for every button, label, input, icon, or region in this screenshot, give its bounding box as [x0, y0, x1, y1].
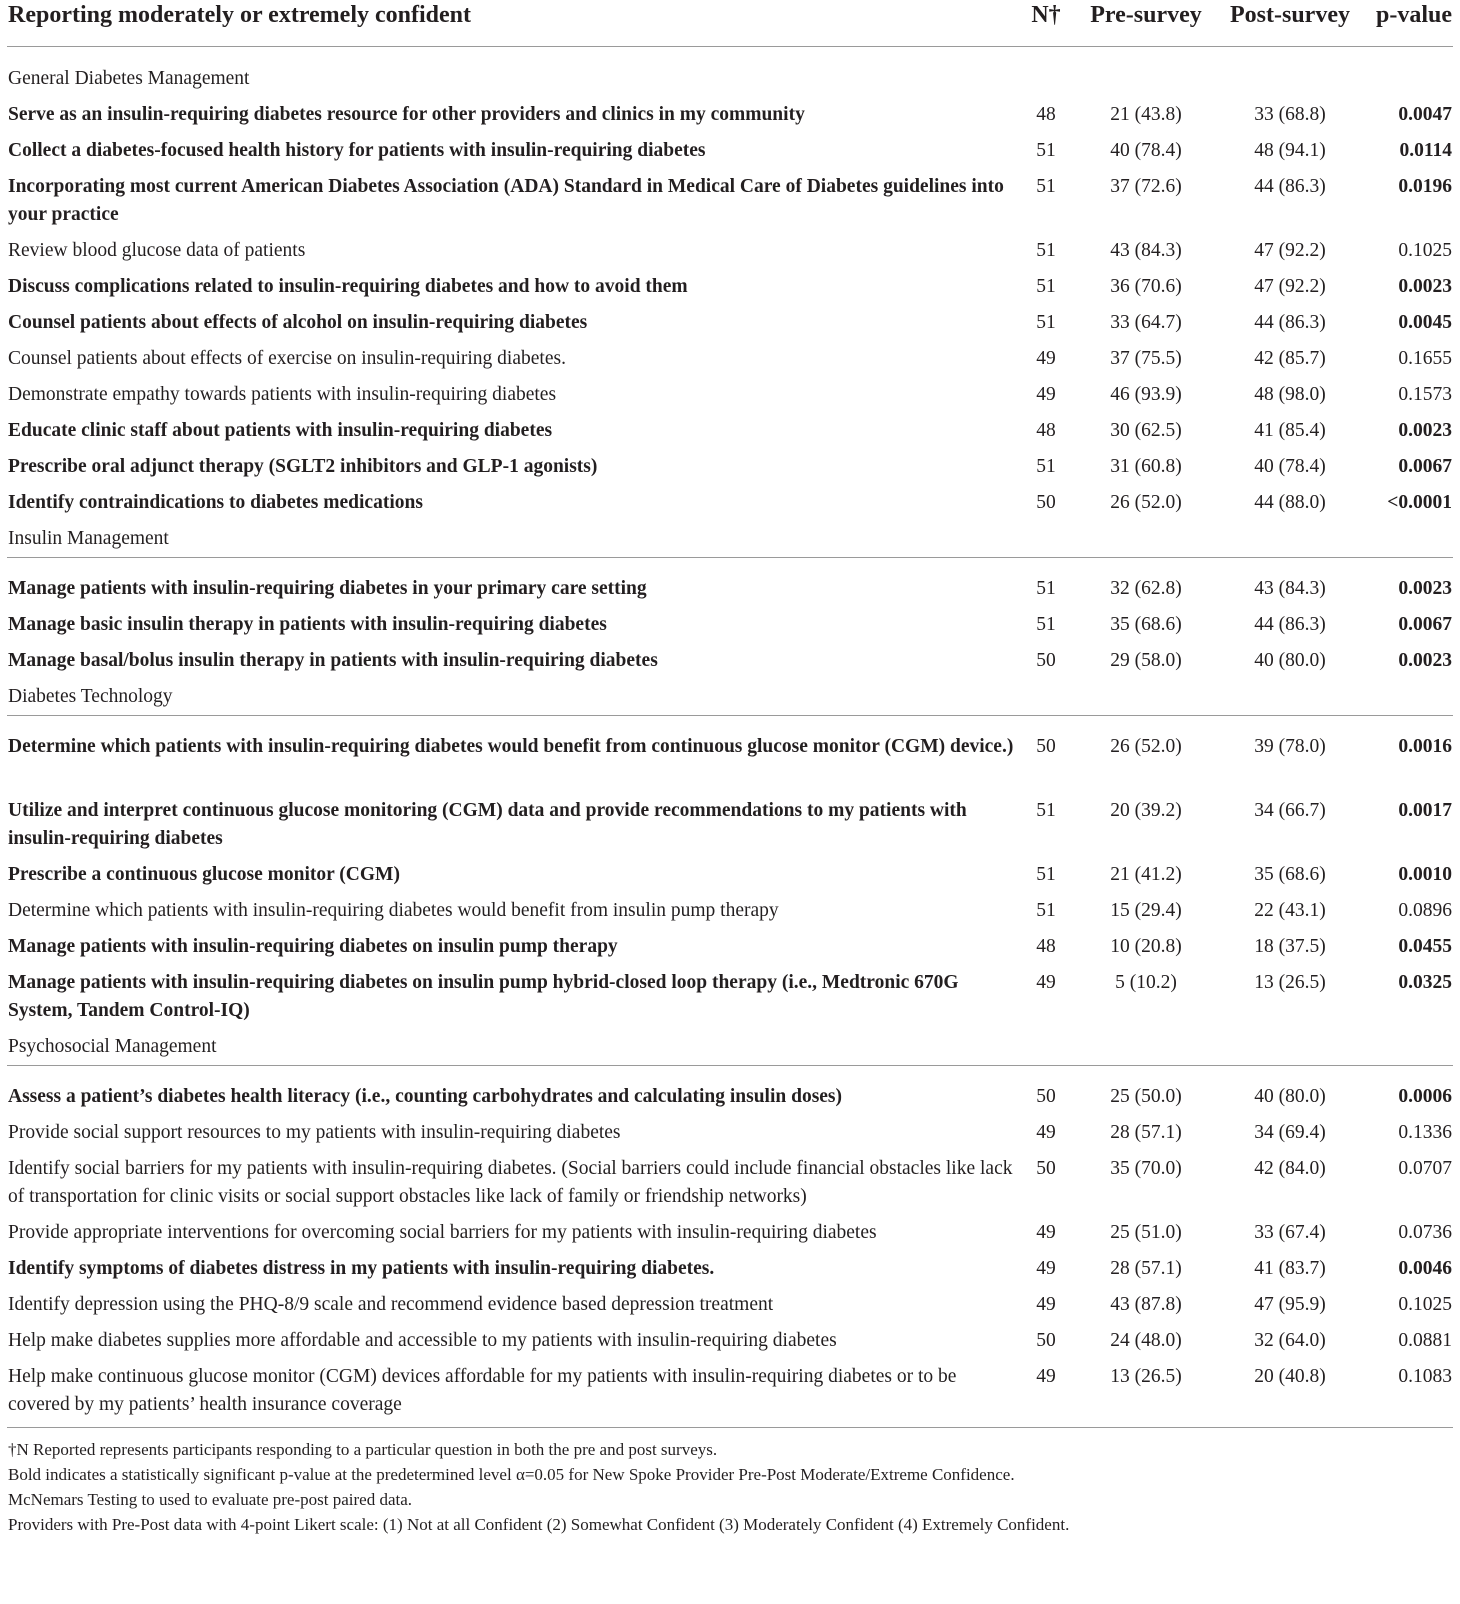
row-item: Serve as an insulin-requiring diabetes resource for other providers and clinics in my community	[8, 104, 805, 125]
table-row	[0, 965, 1460, 1029]
row-post-survey: 48 (94.1)	[1254, 140, 1326, 161]
row-p-value: 0.0023	[1398, 420, 1452, 441]
table-row	[0, 449, 1460, 485]
row-pre-survey: 43 (84.3)	[1110, 240, 1182, 261]
row-n: 48	[1036, 104, 1056, 125]
row-pre-survey: 36 (70.6)	[1110, 276, 1182, 297]
row-post-survey: 47 (95.9)	[1254, 1294, 1326, 1315]
table-body	[0, 61, 1460, 1423]
row-n: 49	[1036, 348, 1056, 369]
header-item: Reporting moderately or extremely confident	[8, 2, 471, 28]
footnote: Providers with Pre-Post data with 4-point Likert scale: (1) Not at all Confident (2) Somewhat Confident (3) Moderately Confident (4) Extremely Confident.	[8, 1515, 1070, 1534]
row-p-value: 0.0045	[1398, 312, 1452, 333]
row-p-value: 0.0023	[1398, 578, 1452, 599]
row-post-survey: 44 (86.3)	[1254, 176, 1326, 197]
row-n: 49	[1036, 1366, 1056, 1387]
row-n: 49	[1036, 384, 1056, 405]
row-n: 51	[1036, 176, 1056, 197]
table-row	[0, 607, 1460, 643]
row-pre-survey: 20 (39.2)	[1110, 800, 1182, 821]
row-post-survey: 43 (84.3)	[1254, 578, 1326, 599]
row-item: Help make continuous glucose monitor (CGM) devices affordable for my patients with insulin-requiring diabetes or to be covered by my patients’ health insurance coverage	[8, 1366, 957, 1415]
row-n: 49	[1036, 1122, 1056, 1143]
table-row	[0, 1323, 1460, 1359]
row-p-value: <0.0001	[1387, 492, 1452, 513]
row-p-value: 0.0023	[1398, 650, 1452, 671]
section-heading: General Diabetes Management	[8, 68, 250, 89]
row-n: 50	[1036, 1330, 1056, 1351]
header-p-value: p-value	[1375, 2, 1452, 28]
row-p-value: 0.0046	[1398, 1258, 1452, 1279]
table-row	[0, 233, 1460, 269]
table-row	[0, 729, 1460, 793]
row-item: Discuss complications related to insulin-requiring diabetes and how to avoid them	[8, 276, 688, 297]
table-row	[0, 929, 1460, 965]
row-item: Identify social barriers for my patients with insulin-requiring diabetes. (Social barriers could include financial obstacles like lack of transportation for clinic visits or social support obstacles like lack of family or friendship networks)	[8, 1158, 1013, 1207]
row-post-survey: 44 (86.3)	[1254, 312, 1326, 333]
row-n: 49	[1036, 1222, 1056, 1243]
row-pre-survey: 15 (29.4)	[1110, 900, 1182, 921]
row-post-survey: 41 (85.4)	[1254, 420, 1326, 441]
row-post-survey: 41 (83.7)	[1254, 1258, 1326, 1279]
section-heading: Insulin Management	[8, 528, 169, 549]
row-n: 51	[1036, 864, 1056, 885]
row-p-value: 0.1083	[1398, 1366, 1452, 1387]
header-post-survey: Post-survey	[1230, 2, 1350, 28]
row-item: Identify depression using the PHQ-8/9 scale and recommend evidence based depression treatment	[8, 1294, 774, 1315]
row-n: 51	[1036, 614, 1056, 635]
row-n: 51	[1036, 312, 1056, 333]
row-item: Identify contraindications to diabetes medications	[8, 492, 423, 513]
row-item: Manage patients with insulin-requiring diabetes in your primary care setting	[8, 578, 647, 599]
row-n: 50	[1036, 1086, 1056, 1107]
row-post-survey: 35 (68.6)	[1254, 864, 1326, 885]
row-n: 50	[1036, 1158, 1056, 1179]
row-n: 51	[1036, 578, 1056, 599]
row-item: Manage patients with insulin-requiring diabetes on insulin pump hybrid-closed loop therapy (i.e., Medtronic 670G System, Tandem Control-IQ)	[8, 972, 959, 1021]
row-post-survey: 47 (92.2)	[1254, 240, 1326, 261]
row-n: 48	[1036, 936, 1056, 957]
row-item: Provide social support resources to my patients with insulin-requiring diabetes	[8, 1122, 621, 1143]
table-row	[0, 1115, 1460, 1151]
row-post-survey: 48 (98.0)	[1254, 384, 1326, 405]
row-p-value: 0.0736	[1398, 1222, 1452, 1243]
row-pre-survey: 28 (57.1)	[1110, 1258, 1182, 1279]
row-n: 51	[1036, 456, 1056, 477]
row-n: 51	[1036, 140, 1056, 161]
row-item: Demonstrate empathy towards patients with insulin-requiring diabetes	[8, 384, 557, 405]
row-post-survey: 44 (86.3)	[1254, 614, 1326, 635]
footnote: Bold indicates a statistically significant p-value at the predetermined level α=0.05 for New Spoke Provider Pre-Post Moderate/Extreme Confidence.	[8, 1465, 1015, 1484]
table-row	[0, 571, 1460, 607]
row-pre-survey: 28 (57.1)	[1110, 1122, 1182, 1143]
row-item: Educate clinic staff about patients with insulin-requiring diabetes	[8, 420, 553, 441]
table-row	[0, 305, 1460, 341]
row-pre-survey: 10 (20.8)	[1110, 936, 1182, 957]
row-post-survey: 18 (37.5)	[1254, 936, 1326, 957]
row-pre-survey: 32 (62.8)	[1110, 578, 1182, 599]
row-n: 49	[1036, 1258, 1056, 1279]
table-header	[0, 0, 1460, 46]
row-p-value: 0.0006	[1398, 1086, 1452, 1107]
row-pre-survey: 24 (48.0)	[1110, 1330, 1182, 1351]
row-item: Collect a diabetes-focused health history for patients with insulin-requiring diabetes	[8, 140, 706, 161]
row-pre-survey: 21 (43.8)	[1110, 104, 1182, 125]
row-pre-survey: 46 (93.9)	[1110, 384, 1182, 405]
row-item: Determine which patients with insulin-requiring diabetes would benefit from insulin pump therapy	[8, 900, 779, 921]
row-item: Manage patients with insulin-requiring diabetes on insulin pump therapy	[8, 936, 618, 957]
footnotes	[0, 1428, 1460, 1537]
row-item: Incorporating most current American Diabetes Association (ADA) Standard in Medical Care of Diabetes guidelines into your practice	[8, 176, 1004, 225]
table-row	[0, 893, 1460, 929]
table-row	[0, 1151, 1460, 1215]
row-pre-survey: 35 (68.6)	[1110, 614, 1182, 635]
table-row	[0, 643, 1460, 679]
footnote: †N Reported represents participants responding to a particular question in both the pre and post surveys.	[8, 1440, 718, 1459]
table-row	[0, 269, 1460, 305]
row-pre-survey: 29 (58.0)	[1110, 650, 1182, 671]
row-n: 49	[1036, 1294, 1056, 1315]
row-p-value: 0.1655	[1398, 348, 1452, 369]
row-post-survey: 34 (66.7)	[1254, 800, 1326, 821]
row-p-value: 0.0067	[1398, 456, 1452, 477]
table-row	[0, 1287, 1460, 1323]
row-item: Manage basal/bolus insulin therapy in patients with insulin-requiring diabetes	[8, 650, 658, 671]
row-post-survey: 33 (68.8)	[1254, 104, 1326, 125]
row-p-value: 0.1025	[1398, 1294, 1452, 1315]
section-heading: Psychosocial Management	[8, 1036, 217, 1057]
table-row	[0, 169, 1460, 233]
row-p-value: 0.0067	[1398, 614, 1452, 635]
table-row	[0, 413, 1460, 449]
row-p-value: 0.0114	[1399, 140, 1452, 161]
header-pre-survey: Pre-survey	[1090, 2, 1202, 28]
row-pre-survey: 37 (75.5)	[1110, 348, 1182, 369]
row-p-value: 0.1025	[1398, 240, 1452, 261]
row-pre-survey: 37 (72.6)	[1110, 176, 1182, 197]
table-row	[0, 377, 1460, 413]
section-heading: Diabetes Technology	[8, 686, 173, 707]
row-post-survey: 40 (80.0)	[1254, 650, 1326, 671]
row-pre-survey: 43 (87.8)	[1110, 1294, 1182, 1315]
row-pre-survey: 26 (52.0)	[1110, 492, 1182, 513]
row-post-survey: 34 (69.4)	[1254, 1122, 1326, 1143]
row-post-survey: 22 (43.1)	[1254, 900, 1326, 921]
row-item: Help make diabetes supplies more affordable and accessible to my patients with insulin-requiring diabetes	[8, 1330, 837, 1351]
row-n: 51	[1036, 240, 1056, 261]
table-row	[0, 1215, 1460, 1251]
table-row	[0, 1251, 1460, 1287]
row-n: 48	[1036, 420, 1056, 441]
row-post-survey: 42 (85.7)	[1254, 348, 1326, 369]
row-p-value: 0.0881	[1398, 1330, 1452, 1351]
row-pre-survey: 30 (62.5)	[1110, 420, 1182, 441]
row-p-value: 0.0455	[1398, 936, 1452, 957]
row-pre-survey: 25 (51.0)	[1110, 1222, 1182, 1243]
row-pre-survey: 13 (26.5)	[1110, 1366, 1182, 1387]
table-row	[0, 1079, 1460, 1115]
row-pre-survey: 21 (41.2)	[1110, 864, 1182, 885]
row-item: Prescribe a continuous glucose monitor (CGM)	[8, 864, 400, 885]
row-p-value: 0.0010	[1398, 864, 1452, 885]
row-pre-survey: 5 (10.2)	[1115, 972, 1177, 993]
footnote: McNemars Testing to used to evaluate pre-post paired data.	[8, 1490, 413, 1509]
row-n: 51	[1036, 276, 1056, 297]
row-n: 51	[1036, 800, 1056, 821]
row-n: 49	[1036, 972, 1056, 993]
row-post-survey: 33 (67.4)	[1254, 1222, 1326, 1243]
row-pre-survey: 26 (52.0)	[1110, 736, 1182, 757]
row-pre-survey: 31 (60.8)	[1110, 456, 1182, 477]
row-p-value: 0.0896	[1398, 900, 1452, 921]
row-item: Assess a patient’s diabetes health literacy (i.e., counting carbohydrates and calculating insulin doses)	[8, 1086, 843, 1107]
row-item: Provide appropriate interventions for overcoming social barriers for my patients with insulin-requiring diabetes	[8, 1222, 877, 1243]
row-item: Determine which patients with insulin-requiring diabetes would benefit from continuous glucose monitor (CGM) device.)	[8, 736, 1014, 757]
row-item: Utilize and interpret continuous glucose monitoring (CGM) data and provide recommendations to my patients with insulin-requiring diabetes	[8, 800, 967, 849]
row-p-value: 0.0017	[1398, 800, 1452, 821]
row-p-value: 0.1573	[1398, 384, 1452, 405]
row-p-value: 0.0047	[1398, 104, 1452, 125]
row-item: Counsel patients about effects of alcohol on insulin-requiring diabetes	[8, 312, 588, 333]
row-post-survey: 20 (40.8)	[1254, 1366, 1326, 1387]
table-row	[0, 133, 1460, 169]
row-p-value: 0.0196	[1398, 176, 1452, 197]
row-post-survey: 32 (64.0)	[1254, 1330, 1326, 1351]
row-n: 50	[1036, 492, 1056, 513]
row-item: Manage basic insulin therapy in patients with insulin-requiring diabetes	[8, 614, 607, 635]
row-item: Review blood glucose data of patients	[8, 240, 306, 261]
row-p-value: 0.0016	[1398, 736, 1452, 757]
table-row	[0, 857, 1460, 893]
row-n: 50	[1036, 650, 1056, 671]
row-post-survey: 40 (80.0)	[1254, 1086, 1326, 1107]
row-pre-survey: 25 (50.0)	[1110, 1086, 1182, 1107]
row-post-survey: 40 (78.4)	[1254, 456, 1326, 477]
row-post-survey: 13 (26.5)	[1254, 972, 1326, 993]
row-post-survey: 42 (84.0)	[1254, 1158, 1326, 1179]
row-post-survey: 44 (88.0)	[1254, 492, 1326, 513]
row-post-survey: 39 (78.0)	[1254, 736, 1326, 757]
table-row	[0, 97, 1460, 133]
table-row	[0, 341, 1460, 377]
row-pre-survey: 35 (70.0)	[1110, 1158, 1182, 1179]
row-pre-survey: 40 (78.4)	[1110, 140, 1182, 161]
row-n: 50	[1036, 736, 1056, 757]
row-p-value: 0.0707	[1398, 1158, 1452, 1179]
row-n: 51	[1036, 900, 1056, 921]
row-item: Counsel patients about effects of exercise on insulin-requiring diabetes.	[8, 348, 566, 369]
table-row	[0, 793, 1460, 857]
row-p-value: 0.0023	[1398, 276, 1452, 297]
row-item: Prescribe oral adjunct therapy (SGLT2 inhibitors and GLP-1 agonists)	[8, 456, 598, 477]
table-row	[0, 485, 1460, 521]
row-pre-survey: 33 (64.7)	[1110, 312, 1182, 333]
row-post-survey: 47 (92.2)	[1254, 276, 1326, 297]
row-p-value: 0.0325	[1398, 972, 1452, 993]
table-row	[0, 1359, 1460, 1423]
header-n: N†	[1031, 2, 1061, 28]
row-item: Identify symptoms of diabetes distress in my patients with insulin-requiring diabetes.	[8, 1258, 715, 1279]
row-p-value: 0.1336	[1398, 1122, 1452, 1143]
